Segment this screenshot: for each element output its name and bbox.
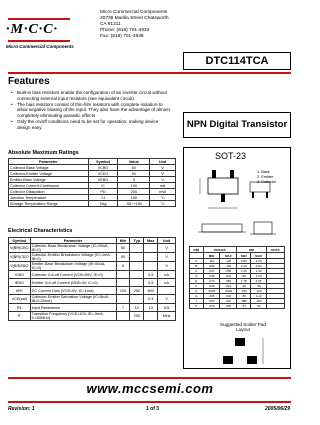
cell: Emitter-Base Voltage (9, 177, 89, 183)
column-header: Parameter (30, 238, 116, 244)
cell: Collector-Emitter Voltage (9, 171, 89, 177)
company-line: Phone: (818) 701-4933 (100, 28, 150, 33)
cell: 1.40 (251, 269, 266, 274)
cell: V(BR)CEO (9, 253, 31, 262)
cell: .100 (251, 289, 266, 294)
solder-pad-title: Suggested Solder Pad Layout (220, 322, 266, 333)
cell: .035 (203, 294, 220, 299)
company-line: Micro Commercial Components (100, 10, 168, 15)
cell: KΩ (158, 304, 176, 312)
product-title-box (183, 112, 291, 138)
cell: 100 (116, 287, 130, 295)
cell: Collector Dissipation (9, 189, 89, 195)
cell (130, 253, 144, 262)
cell: 1.12 (251, 294, 266, 299)
company-line: Fax: (818) 701-4939 (100, 34, 144, 39)
cell: 5 (118, 177, 150, 183)
cell: K (190, 304, 204, 309)
cell: fT (9, 312, 31, 321)
logo-subtitle: Micro Commercial Components (6, 44, 74, 49)
product-title: NPN Digital Transistor (186, 119, 288, 130)
feature-item: • Only the on/off conditions need to be set for operation, making device design easy. (11, 119, 171, 130)
package-name: SOT-23 (215, 151, 247, 161)
cell: F (190, 284, 204, 289)
cell: 1.20 (237, 269, 251, 274)
cell (130, 262, 144, 271)
abs-max-heading: Absolute Maximum Ratings (8, 150, 79, 156)
column-header: Symbol (9, 238, 31, 244)
logo-top-rule (8, 18, 70, 20)
table-row (9, 253, 176, 262)
cell: Collector-Base Breakdown Voltage (IC=50uA, IE=0) (30, 244, 116, 253)
logo-text: ·M·C·C· (6, 22, 59, 37)
cell: °C (150, 201, 176, 207)
cell: ICBO (9, 271, 31, 279)
cell: V(BR)EBO (9, 262, 31, 271)
cell: Emitter-Base Breakdown Voltage (IE=50uA, IC=0) (30, 262, 116, 271)
header-divider (8, 72, 291, 74)
footer-url[interactable]: www.mccsemi.com (86, 381, 214, 396)
cell (116, 312, 130, 321)
column-header: MIN (203, 253, 220, 259)
cell: hFE (9, 287, 31, 295)
table-row (9, 304, 176, 312)
company-line: CA 91311 (100, 22, 121, 27)
cell: V (150, 165, 176, 171)
cell: °C (150, 195, 176, 201)
column-header: Value (118, 159, 150, 165)
footer-bottom-rule (8, 401, 291, 403)
feature-item: • Built-in bias resistors enable the configuration of an inverter circuit without connecting external input resistors (see equivalent circuit) (11, 90, 171, 101)
cell (116, 279, 130, 287)
cell (116, 295, 130, 304)
cell: .044 (220, 294, 237, 299)
cell (144, 262, 158, 271)
cell: 0.5 (144, 279, 158, 287)
cell (116, 271, 130, 279)
cell: Transition Frequency (VCE=10V, IE=-5mA, f=100MHz) (30, 312, 116, 321)
cell: 50 (118, 171, 150, 177)
cell: MHz (158, 312, 176, 321)
cell: 2.80 (237, 259, 251, 264)
cell: VEBO (88, 177, 118, 183)
cell: Collector-Base Voltage (9, 165, 89, 171)
column-header: MAX (220, 253, 237, 259)
features-heading: Features (8, 76, 50, 87)
cell: V (158, 295, 176, 304)
cell: .0039 (220, 289, 237, 294)
feature-item: • The bias resistors consist of thin-film resistors with complete isolation to allow negative biasing of the input. They also have the advantage of almost completely eliminating parasitic effects (11, 102, 171, 119)
elec-heading: Electrical Characteristics (8, 228, 73, 234)
solder-pad-layout-drawing (215, 336, 273, 366)
footer-top-rule (8, 377, 291, 379)
company-address (100, 10, 169, 40)
cell: .0005 (203, 289, 220, 294)
cell: 100 (118, 183, 150, 189)
cell: V(BR)CBO (9, 244, 31, 253)
table-row (9, 295, 176, 304)
cell: Junction Temperature (9, 195, 89, 201)
cell: mW (150, 189, 176, 195)
cell (266, 304, 284, 309)
cell: Collector-Emitter Saturation Voltage (IC=5mA, IB=0.25mA) (30, 295, 116, 304)
cell: TJ (88, 195, 118, 201)
pin-label: 2. Emitter (257, 175, 274, 179)
cell (130, 271, 144, 279)
cell (158, 287, 176, 295)
column-header: Typ (130, 238, 144, 244)
cell: 13 (144, 304, 158, 312)
part-number: DTC114TCA (205, 55, 269, 67)
cell: 3.04 (251, 259, 266, 264)
sot23-outline-drawing (190, 164, 286, 216)
cell: R1 (9, 304, 31, 312)
cell: .024 (220, 284, 237, 289)
cell (130, 244, 144, 253)
cell: Emitter Cut-off Current (VEB=4V, IC=0) (30, 279, 116, 287)
cell: .45 (237, 284, 251, 289)
revision: Revision: 1 (8, 406, 35, 412)
pin-label: 1. Base (257, 170, 270, 174)
cell: .055 (220, 269, 237, 274)
cell: .013 (237, 289, 251, 294)
cell: 5 (116, 262, 130, 271)
table-row (190, 304, 285, 309)
cell: VCEO (88, 171, 118, 177)
cell: VCE(sat) (9, 295, 31, 304)
cell: 50 (116, 253, 130, 262)
table-row (9, 201, 176, 207)
cell: .047 (203, 269, 220, 274)
table-row (9, 312, 176, 321)
cell: .104 (220, 264, 237, 269)
cell: G (190, 289, 204, 294)
cell: V (158, 253, 176, 262)
cell (130, 279, 144, 287)
cell: J (190, 299, 204, 304)
cell: .015 (203, 304, 220, 309)
column-header: NOTE (266, 247, 284, 253)
cell: mA (150, 183, 176, 189)
cell: .018 (203, 284, 220, 289)
column-header: DIM (190, 247, 204, 253)
abs-max-table (8, 158, 176, 207)
cell: -55~+150 (118, 201, 150, 207)
cell: DC Current Gain (VCE=5V, IC=1mA) (30, 287, 116, 295)
column-header: Unit (150, 159, 176, 165)
cell: 1.78 (237, 279, 251, 284)
cell: 7 (116, 304, 130, 312)
column-header: MIN (237, 253, 251, 259)
logo-bottom-rule (8, 40, 70, 42)
cell (144, 253, 158, 262)
cell (144, 312, 158, 321)
cell: 250 (130, 287, 144, 295)
release-date: 2005/06/29 (264, 406, 290, 412)
cell: IC (88, 183, 118, 189)
cell (130, 295, 144, 304)
part-number-box (183, 52, 291, 70)
cell: E (190, 279, 204, 284)
cell: B (190, 264, 204, 269)
cell: .60 (251, 284, 266, 289)
cell: 2.64 (251, 264, 266, 269)
column-header: Min (116, 238, 130, 244)
cell: IEBO (9, 279, 31, 287)
cell: 0.3 (144, 295, 158, 304)
company-line: 20736 Marilla Street Chatsworth (100, 16, 169, 21)
cell (144, 244, 158, 253)
cell: Collector Current-Continuous (9, 183, 89, 189)
cell: 2.05 (251, 279, 266, 284)
cell: Tstg (88, 201, 118, 207)
cell: Storage Temperature Range (9, 201, 89, 207)
cell: .020 (220, 304, 237, 309)
table-row (9, 287, 176, 295)
cell: .007 (220, 299, 237, 304)
table-row (9, 271, 176, 279)
cell: D (190, 274, 204, 279)
cell: .51 (251, 304, 266, 309)
cell: .083 (203, 264, 220, 269)
pin-label: 3. Collector (257, 180, 277, 184)
table-row (9, 244, 176, 253)
column-header: Symbol (88, 159, 118, 165)
column-header: MAX (251, 253, 266, 259)
cell: V (158, 244, 176, 253)
cell: V (150, 177, 176, 183)
column-header: MM (237, 247, 267, 253)
cell: .035 (203, 274, 220, 279)
cell: .081 (220, 279, 237, 284)
dimensions-table (189, 246, 285, 309)
cell: 50 (116, 244, 130, 253)
cell: 200 (118, 189, 150, 195)
cell: .89 (237, 274, 251, 279)
cell: uA (158, 279, 176, 287)
cell: 50 (118, 165, 150, 171)
column-header: INCHES (203, 247, 237, 253)
cell: Collector-Emitter Breakdown Voltage (IC=1mA, IB=0) (30, 253, 116, 262)
features-list (11, 90, 171, 131)
cell: 600 (144, 287, 158, 295)
cell: 1.03 (251, 274, 266, 279)
cell: .89 (237, 294, 251, 299)
cell: V (158, 262, 176, 271)
column-header: Unit (158, 238, 176, 244)
cell: 250 (130, 312, 144, 321)
cell: V (150, 171, 176, 177)
cell: .110 (203, 259, 220, 264)
cell: .041 (220, 274, 237, 279)
cell: VCBO (88, 165, 118, 171)
cell: .003 (203, 299, 220, 304)
cell: 10 (130, 304, 144, 312)
column-header: Max (144, 238, 158, 244)
cell: .085 (237, 299, 251, 304)
cell: .180 (251, 299, 266, 304)
cell: Input Resistance (30, 304, 116, 312)
cell: 0.5 (144, 271, 158, 279)
cell: C (190, 269, 204, 274)
cell: 150 (118, 195, 150, 201)
cell: .070 (203, 279, 220, 284)
column-header: Parameter (9, 159, 89, 165)
cell: .37 (237, 304, 251, 309)
cell: A (190, 259, 204, 264)
cell: Collector Cut-off Current (VCB=50V, IE=0) (30, 271, 116, 279)
page-number: 1 of 3 (146, 406, 160, 412)
cell: PD (88, 189, 118, 195)
elec-table (8, 237, 176, 321)
cell: uA (158, 271, 176, 279)
sot23-side-view (192, 218, 284, 242)
cell: .120 (220, 259, 237, 264)
table-row (9, 262, 176, 271)
cell: H (190, 294, 204, 299)
cell: 2.10 (237, 264, 251, 269)
table-row (9, 279, 176, 287)
